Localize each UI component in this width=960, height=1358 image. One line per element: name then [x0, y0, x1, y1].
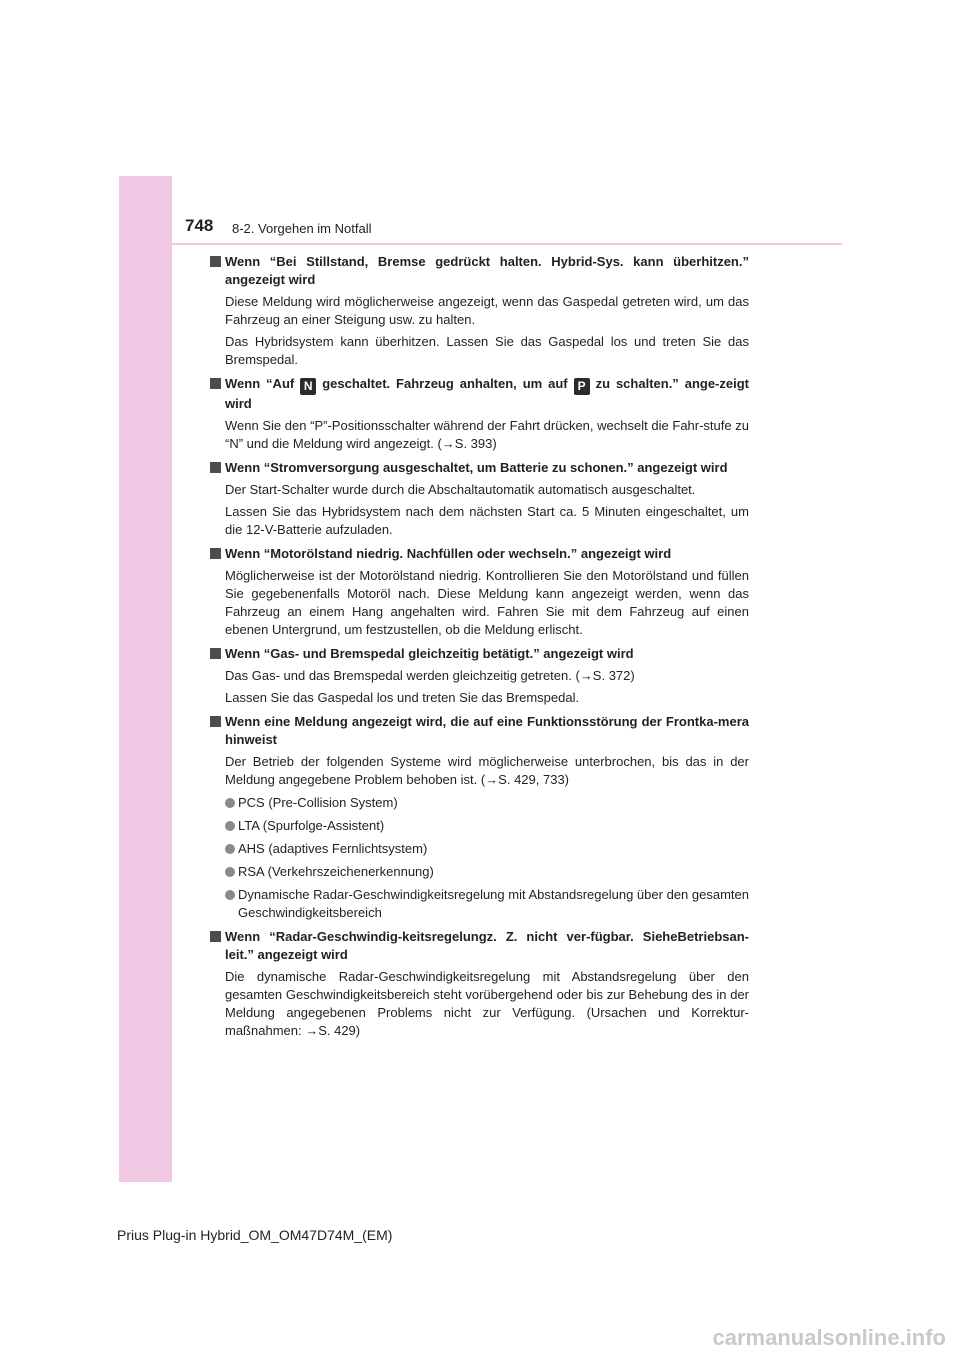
watermark: carmanualsonline.info [712, 1325, 946, 1350]
square-bullet-icon [210, 648, 221, 659]
notice-item [210, 713, 749, 922]
list-item: RSA (Verkehrszeichenerkennung) [210, 863, 749, 881]
header-divider [172, 243, 842, 245]
list-item: PCS (Pre-Collision System) [210, 794, 749, 812]
page-content [210, 253, 749, 1046]
item-heading: Wenn “Bei Stillstand, Bremse gedrückt halten. Hybrid-Sys. kann überhitzen.” angezeigt wird [210, 253, 749, 289]
paragraph: Das Hybridsystem kann überhitzen. Lassen Sie das Gaspedal los und treten Sie das Bremspedal. [225, 334, 749, 367]
gear-p-icon: P [574, 378, 590, 395]
round-bullet-icon [225, 890, 235, 900]
gear-n-icon: N [300, 378, 316, 395]
paragraph: Möglicherweise ist der Motorölstand niedrig. Kontrollieren Sie den Motorölstand und füllen Sie gegebenenfalls Motoröl nach. Diese Meldung kann angezeigt werden, wenn das Fahrzeug an einem Hang angehalten wird. Fahren Sie mit dem Fahrzeug auf einen ebenen Untergrund, um festzustellen, ob die Meldung erlischt. [225, 568, 749, 637]
notice-item [210, 253, 749, 369]
round-bullet-icon [225, 867, 235, 877]
page-number: 748 [185, 216, 214, 235]
square-bullet-icon [210, 548, 221, 559]
item-heading: Wenn “Gas- und Bremspedal gleichzeitig betätigt.” angezeigt wird [210, 645, 749, 663]
notice-item [210, 459, 749, 539]
paragraph: Wenn Sie den “P”-Positionsschalter während der Fahrt drücken, wechselt die Fahr-stufe zu “N” und die Meldung wird angezeigt. (→S. 393) [225, 418, 749, 451]
square-bullet-icon [210, 462, 221, 473]
paragraph: Lassen Sie das Gaspedal los und treten Sie das Bremspedal. [225, 690, 580, 705]
section-title: 8-2. Vorgehen im Notfall [232, 221, 372, 236]
item-heading: Wenn “Radar-Geschwindig-keitsregelungz. Z. nicht ver-fügbar. SieheBetriebsan-leit.” angezeigt wird [210, 928, 749, 964]
square-bullet-icon [210, 931, 221, 942]
square-bullet-icon [210, 378, 221, 389]
paragraph: Der Start-Schalter wurde durch die Abschaltautomatik automatisch ausgeschaltet. [225, 482, 696, 497]
manual-id: Prius Plug-in Hybrid_OM_OM47D74M_(EM) [117, 1227, 393, 1243]
chapter-sidebar [119, 176, 172, 1182]
round-bullet-icon [225, 821, 235, 831]
list-item: LTA (Spurfolge-Assistent) [210, 817, 749, 835]
paragraph: Diese Meldung wird möglicherweise angezeigt, wenn das Gaspedal getreten wird, um das Fahrzeug an einer Steigung usw. zu halten. [225, 294, 749, 327]
list-item: Dynamische Radar-Geschwindigkeitsregelung mit Abstandsregelung über den gesamten Geschwindigkeitsbereich [210, 886, 749, 922]
notice-item [210, 375, 749, 453]
paragraph: Lassen Sie das Hybridsystem nach dem nächsten Start ca. 5 Minuten eingeschaltet, um die 12-V-Batterie aufzuladen. [225, 504, 749, 537]
round-bullet-icon [225, 798, 235, 808]
list-item: AHS (adaptives Fernlichtsystem) [210, 840, 749, 858]
item-heading: Wenn eine Meldung angezeigt wird, die auf eine Funktionsstörung der Frontka-mera hinweist [210, 713, 749, 749]
round-bullet-icon [225, 844, 235, 854]
square-bullet-icon [210, 256, 221, 267]
item-heading: Wenn “Motorölstand niedrig. Nachfüllen oder wechseln.” angezeigt wird [210, 545, 749, 563]
paragraph: Das Gas- und das Bremspedal werden gleichzeitig getreten. (→S. 372) [225, 668, 635, 683]
item-heading: Wenn “Auf N geschaltet. Fahrzeug anhalten, um auf P zu schalten.” ange-zeigt wird [210, 375, 749, 413]
notice-item [210, 645, 749, 707]
item-heading: Wenn “Stromversorgung ausgeschaltet, um Batterie zu schonen.” angezeigt wird [210, 459, 749, 477]
paragraph: Der Betrieb der folgenden Systeme wird möglicherweise unterbrochen, bis das in der Meldung angegebene Problem behoben ist. (→S. 429, 733) [225, 754, 749, 787]
notice-item [210, 928, 749, 1040]
notice-item [210, 545, 749, 639]
square-bullet-icon [210, 716, 221, 727]
paragraph: Die dynamische Radar-Geschwindigkeitsregelung mit Abstandsregelung über den gesamten Geschwindigkeitsbereich steht vorübergehend oder bis zur Behebung des in der Meldung angegebenen Problems nicht zur Verfügung. (Ursachen und Korrektur-maßnahmen: →S. 429) [225, 969, 749, 1038]
